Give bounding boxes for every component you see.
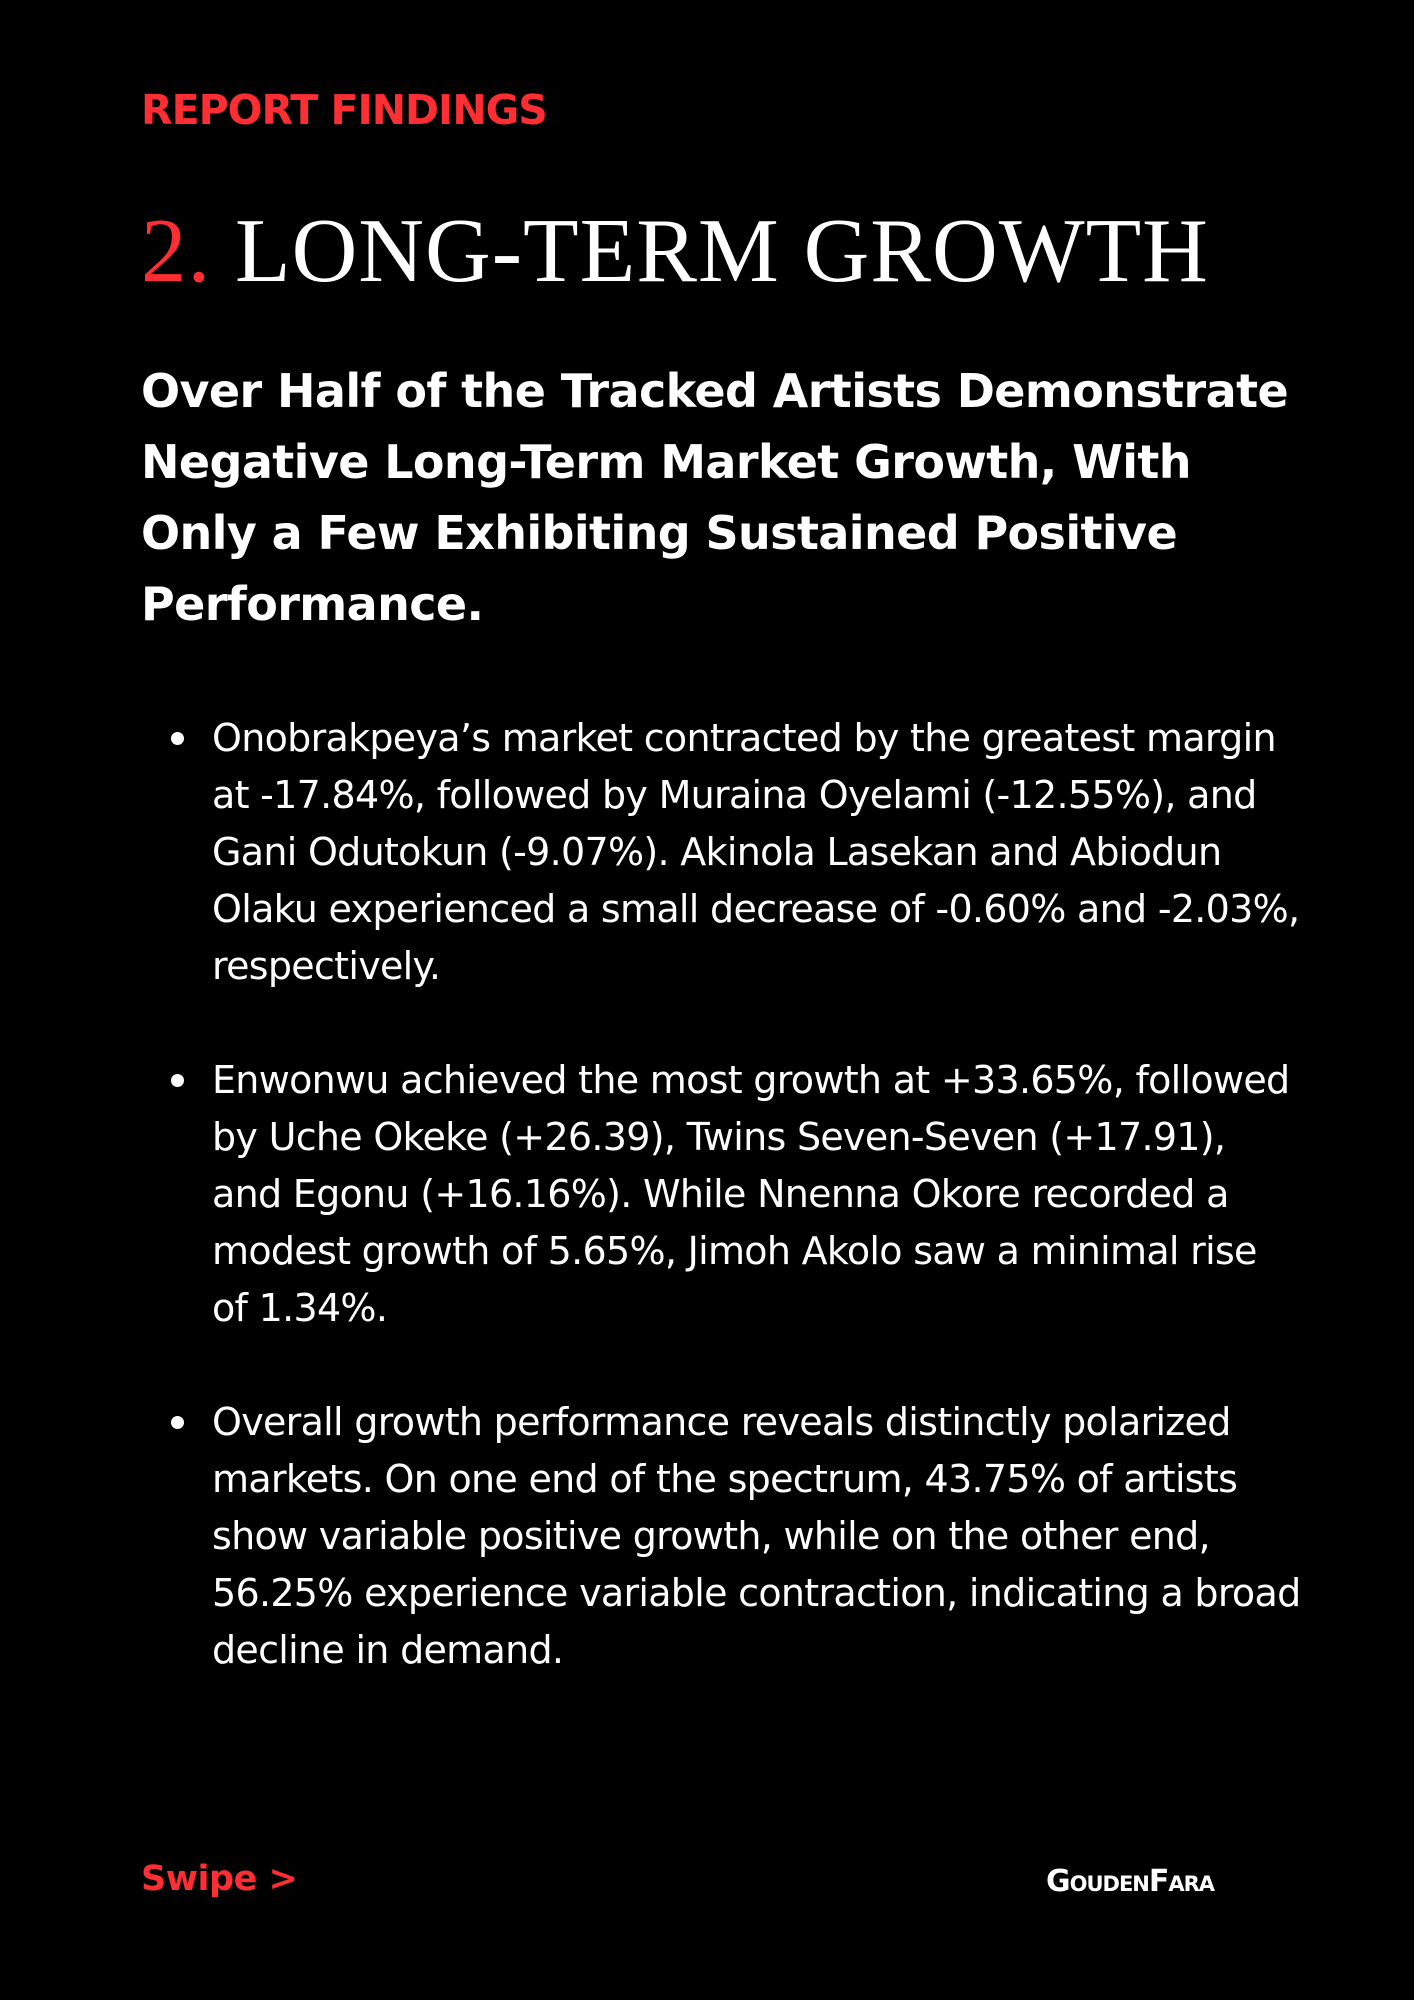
bullet-text: Overall growth performance reveals distinctly polarized markets. On one end of the spectrum, 43.75% of artists show variable positive growth, while on the other end, 56.25% experience variable contraction, indicating a broad decline in demand. bbox=[212, 1400, 1301, 1672]
section-number: 2. bbox=[141, 200, 212, 301]
swipe-link[interactable]: Swipe > bbox=[141, 1859, 298, 1899]
subheading: Over Half of the Tracked Artists Demonstrate Negative Long-Term Market Growth, With Only a Few Exhibiting Sustained Positive Performance. bbox=[141, 364, 1289, 631]
section-title: LONG-TERM GROWTH bbox=[235, 200, 1209, 301]
section-eyebrow: REPORT FINDINGS bbox=[141, 86, 547, 134]
brand-logo: GoudenFara bbox=[1046, 1864, 1215, 1899]
bullet-dot-icon bbox=[171, 1416, 184, 1429]
list-item bbox=[141, 1052, 1301, 1337]
bullet-dot-icon bbox=[171, 732, 184, 745]
bullet-dot-icon bbox=[171, 1074, 184, 1087]
page-title bbox=[141, 196, 1209, 306]
bullet-text: Enwonwu achieved the most growth at +33.65%, followed by Uche Okeke (+26.39), Twins Seven-Seven (+17.91), and Egonu (+16.16%). While Nnenna Okore recorded a modest growth of 5.65%, Jimoh Akolo saw a minimal rise of 1.34%. bbox=[212, 1058, 1290, 1330]
findings-list bbox=[141, 710, 1301, 1736]
bullet-text: Onobrakpeya’s market contracted by the greatest margin at -17.84%, followed by Muraina Oyelami (-12.55%), and Gani Odutokun (-9.07%). Akinola Lasekan and Abiodun Olaku experienced a small decrease of -0.60% and -2.03%, respectively. bbox=[212, 716, 1300, 988]
list-item bbox=[141, 1394, 1301, 1679]
list-item bbox=[141, 710, 1301, 995]
